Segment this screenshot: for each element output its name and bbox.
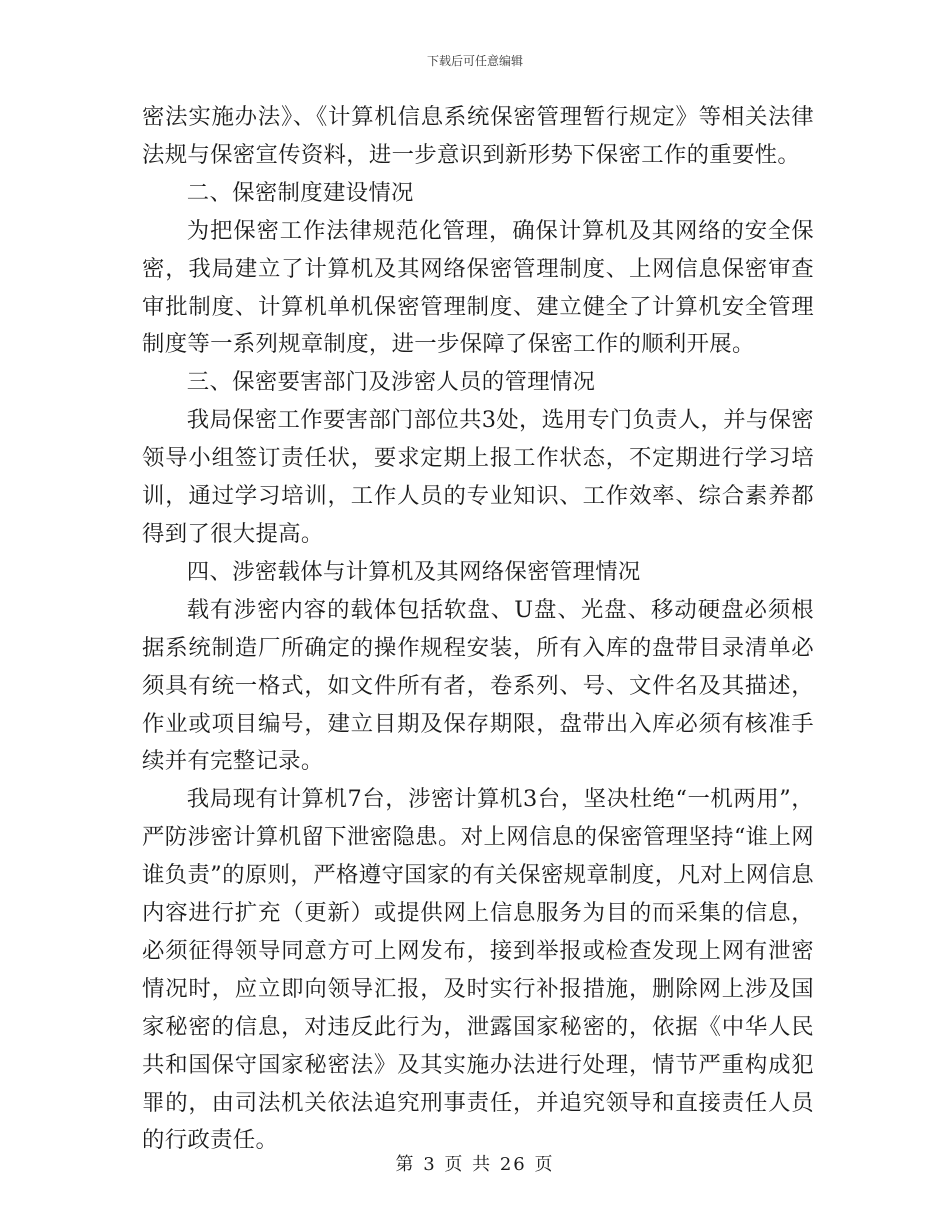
document-body — [142, 99, 814, 1160]
paragraph-3: 我局保密工作要害部门部位共3处，选用专门负责人，并与保密领导小组签订责任状，要求定期上报工作状态，不定期进行学习培训，通过学习培训，工作人员的专业知识、工作效率、综合素养都得到了很大提高。 — [142, 407, 814, 547]
section-heading-4: 四、涉密载体与计算机及其网络保密管理情况 — [186, 558, 641, 585]
section-heading-2: 二、保密制度建设情况 — [186, 179, 414, 206]
section-heading-3: 三、保密要害部门及涉密人员的管理情况 — [186, 369, 596, 396]
paragraph-4: 载有涉密内容的载体包括软盘、U盘、光盘、移动硬盘必须根据系统制造厂所确定的操作规程安装，所有入库的盘带目录清单必须具有统一格式，如文件所有者，卷系列、号、文件名及其描述，作业或项目编号，建立目期及保存期限，盘带出入库必须有核准手续并有完整记录。 — [142, 596, 814, 775]
page-header: 下载后可任意编辑 — [426, 54, 523, 68]
page-number-footer: 第 3 页 共 26 页 — [395, 1154, 555, 1175]
paragraph-5: 我局现有计算机7台，涉密计算机3台，坚决杜绝“一机两用”，严防涉密计算机留下泄密隐患。对上网信息的保密管理坚持“谁上网谁负责”的原则，严格遵守国家的有关保密规章制度，凡对上网信息内容进行扩充（更新）或提供网上信息服务为目的而采集的信息，必须征得领导同意方可上网发布，接到举报或检查发现上网有泄密情况时，应立即向领导汇报，及时实行补报措施，删除网上涉及国家秘密的信息，对违反此行为，泄露国家秘密的，依据《中华人民共和国保守国家秘密法》及其实施办法进行处理，情节严重构成犯罪的，由司法机关依法追究刑事责任，并追究领导和直接责任人员的行政责任。 — [142, 786, 814, 1154]
paragraph-1: 密法实施办法》、《计算机信息系统保密管理暂行规定》等相关法律法规与保密宣传资料，进一步意识到新形势下保密工作的重要性。 — [142, 104, 814, 168]
paragraph-2: 为把保密工作法律规范化管理，确保计算机及其网络的安全保密，我局建立了计算机及其网络保密管理制度、上网信息保密审查审批制度、计算机单机保密管理制度、建立健全了计算机安全管理制度等一系列规章制度，进一步保障了保密工作的顺利开展。 — [142, 217, 814, 358]
